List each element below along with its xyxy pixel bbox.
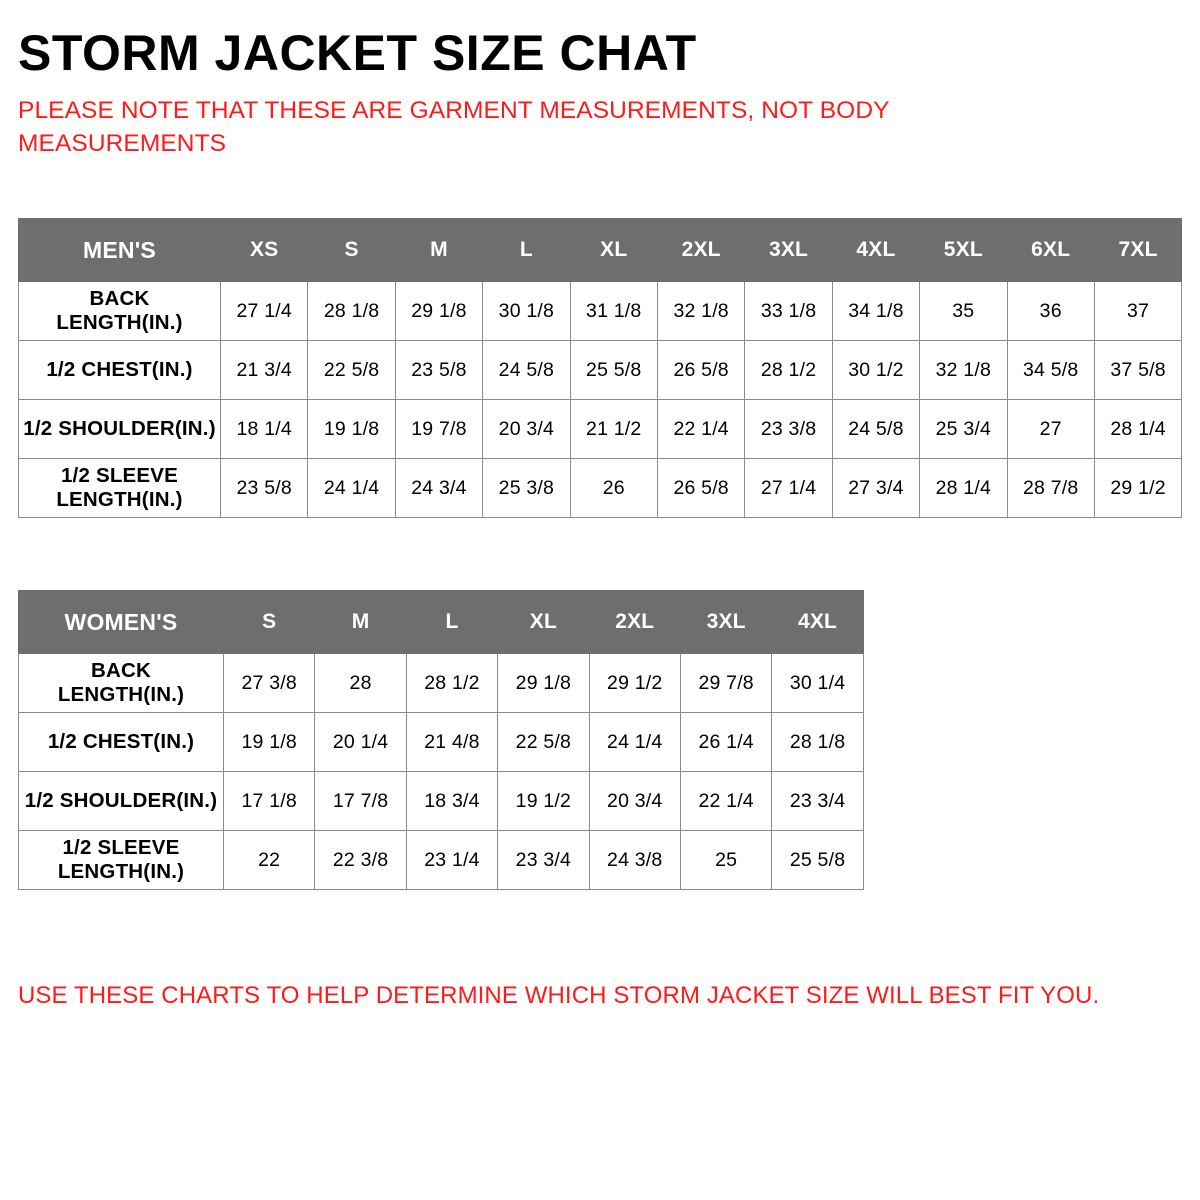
measurement-cell: 24 1/4 <box>589 713 680 772</box>
measurement-cell: 35 <box>920 282 1007 341</box>
measurement-label <box>19 772 224 831</box>
mens-size-table <box>18 218 1182 518</box>
table-row <box>19 459 1182 518</box>
table-row <box>19 400 1182 459</box>
measurement-label-line1: BACK <box>90 658 152 682</box>
measurement-cell: 27 3/8 <box>224 654 315 713</box>
measurement-cell: 28 <box>315 654 406 713</box>
mens-corner-header: MEN'S <box>19 219 221 282</box>
measurement-cell: 27 3/4 <box>832 459 919 518</box>
measurement-cell: 32 1/8 <box>920 341 1007 400</box>
measurement-cell: 26 <box>570 459 657 518</box>
mens-table-header-row <box>19 219 1182 282</box>
size-header-2xl: 2XL <box>657 219 744 282</box>
table-row <box>19 282 1182 341</box>
measurement-cell: 19 7/8 <box>395 400 482 459</box>
measurement-cell: 21 3/4 <box>221 341 308 400</box>
size-header-6xl: 6XL <box>1007 219 1094 282</box>
measurement-cell: 23 3/4 <box>498 831 589 890</box>
mens-size-table-wrapper <box>18 218 1182 518</box>
table-row <box>19 654 864 713</box>
measurement-cell: 20 1/4 <box>315 713 406 772</box>
measurement-cell: 24 3/4 <box>395 459 482 518</box>
size-header-3xl: 3XL <box>680 591 771 654</box>
measurement-cell: 22 1/4 <box>657 400 744 459</box>
measurement-cell: 22 <box>224 831 315 890</box>
measurement-cell: 28 1/2 <box>406 654 497 713</box>
measurement-cell: 25 5/8 <box>772 831 863 890</box>
measurement-cell: 25 3/8 <box>483 459 570 518</box>
measurement-label <box>19 713 224 772</box>
measurement-cell: 29 1/8 <box>498 654 589 713</box>
measurement-label-line2: LENGTH(IN.) <box>57 683 185 707</box>
size-header-m: M <box>315 591 406 654</box>
size-header-xl: XL <box>570 219 657 282</box>
size-header-xs: XS <box>221 219 308 282</box>
size-header-l: L <box>483 219 570 282</box>
measurement-cell: 30 1/4 <box>772 654 863 713</box>
measurement-label <box>19 459 221 518</box>
measurement-cell: 37 <box>1094 282 1181 341</box>
measurement-cell: 36 <box>1007 282 1094 341</box>
womens-size-table-wrapper <box>18 590 1182 890</box>
size-header-5xl: 5XL <box>920 219 1007 282</box>
measurement-cell: 25 5/8 <box>570 341 657 400</box>
measurement-label-line1: 1/2 SHOULDER(IN.) <box>24 789 218 813</box>
measurement-cell: 25 <box>680 831 771 890</box>
measurement-cell: 22 5/8 <box>308 341 395 400</box>
measurement-cell: 22 5/8 <box>498 713 589 772</box>
measurement-cell: 23 3/8 <box>745 400 832 459</box>
measurement-label <box>19 341 221 400</box>
top-disclaimer-note: PLEASE NOTE THAT THESE ARE GARMENT MEASUREMENTS, NOT BODY MEASUREMENTS <box>18 97 890 158</box>
womens-table-body <box>19 654 864 890</box>
size-header-l: L <box>406 591 497 654</box>
measurement-cell: 24 5/8 <box>483 341 570 400</box>
measurement-cell: 20 3/4 <box>483 400 570 459</box>
measurement-cell: 23 5/8 <box>395 341 482 400</box>
womens-size-table <box>18 590 864 890</box>
measurement-cell: 27 1/4 <box>221 282 308 341</box>
womens-table-header-row <box>19 591 864 654</box>
measurement-cell: 19 1/8 <box>224 713 315 772</box>
measurement-cell: 33 1/8 <box>745 282 832 341</box>
measurement-cell: 28 1/2 <box>745 341 832 400</box>
measurement-cell: 29 7/8 <box>680 654 771 713</box>
measurement-label <box>19 831 224 890</box>
measurement-cell: 23 5/8 <box>221 459 308 518</box>
table-row <box>19 831 864 890</box>
measurement-cell: 21 4/8 <box>406 713 497 772</box>
measurement-cell: 22 1/4 <box>680 772 771 831</box>
measurement-label-line1: 1/2 SHOULDER(IN.) <box>23 417 216 441</box>
measurement-label <box>19 654 224 713</box>
measurement-cell: 22 3/8 <box>315 831 406 890</box>
size-header-xl: XL <box>498 591 589 654</box>
measurement-cell: 27 1/4 <box>745 459 832 518</box>
measurement-label-line2: LENGTH(IN.) <box>57 860 185 884</box>
measurement-cell: 17 7/8 <box>315 772 406 831</box>
measurement-cell: 34 1/8 <box>832 282 919 341</box>
measurement-label-line1: 1/2 SLEEVE <box>62 835 180 859</box>
measurement-cell: 28 1/8 <box>772 713 863 772</box>
bottom-help-note: USE THESE CHARTS TO HELP DETERMINE WHICH STORM JACKET SIZE WILL BEST FIT YOU. <box>18 982 1100 1010</box>
size-header-2xl: 2XL <box>589 591 680 654</box>
measurement-cell: 23 1/4 <box>406 831 497 890</box>
measurement-cell: 28 1/4 <box>1094 400 1181 459</box>
measurement-cell: 25 3/4 <box>920 400 1007 459</box>
measurement-cell: 17 1/8 <box>224 772 315 831</box>
measurement-cell: 28 7/8 <box>1007 459 1094 518</box>
measurement-cell: 19 1/8 <box>308 400 395 459</box>
measurement-label <box>19 282 221 341</box>
measurement-cell: 24 1/4 <box>308 459 395 518</box>
measurement-cell: 26 5/8 <box>657 341 744 400</box>
measurement-label-line1: 1/2 SLEEVE <box>60 463 179 487</box>
measurement-label-line2: LENGTH(IN.) <box>56 488 183 512</box>
measurement-cell: 30 1/8 <box>483 282 570 341</box>
measurement-cell: 26 5/8 <box>657 459 744 518</box>
measurement-cell: 28 1/4 <box>920 459 1007 518</box>
measurement-cell: 32 1/8 <box>657 282 744 341</box>
measurement-cell: 29 1/8 <box>395 282 482 341</box>
measurement-cell: 37 5/8 <box>1094 341 1181 400</box>
measurement-cell: 21 1/2 <box>570 400 657 459</box>
measurement-cell: 27 <box>1007 400 1094 459</box>
measurement-cell: 24 3/8 <box>589 831 680 890</box>
measurement-cell: 31 1/8 <box>570 282 657 341</box>
womens-corner-header: WOMEN'S <box>19 591 224 654</box>
measurement-cell: 18 3/4 <box>406 772 497 831</box>
size-header-s: S <box>308 219 395 282</box>
measurement-cell: 23 3/4 <box>772 772 863 831</box>
table-row <box>19 713 864 772</box>
page-title: STORM JACKET SIZE CHAT <box>18 25 697 81</box>
size-header-3xl: 3XL <box>745 219 832 282</box>
measurement-cell: 30 1/2 <box>832 341 919 400</box>
measurement-cell: 29 1/2 <box>589 654 680 713</box>
size-header-7xl: 7XL <box>1094 219 1181 282</box>
measurement-label-line1: 1/2 CHEST(IN.) <box>47 730 195 754</box>
measurement-cell: 24 5/8 <box>832 400 919 459</box>
measurement-label-line2: LENGTH(IN.) <box>56 311 183 335</box>
size-header-s: S <box>224 591 315 654</box>
measurement-cell: 28 1/8 <box>308 282 395 341</box>
table-row <box>19 772 864 831</box>
measurement-label-line1: BACK <box>89 286 150 310</box>
measurement-cell: 18 1/4 <box>221 400 308 459</box>
table-row <box>19 341 1182 400</box>
size-header-4xl: 4XL <box>832 219 919 282</box>
measurement-cell: 29 1/2 <box>1094 459 1181 518</box>
mens-table-body <box>19 282 1182 518</box>
measurement-cell: 26 1/4 <box>680 713 771 772</box>
measurement-label <box>19 400 221 459</box>
measurement-cell: 34 5/8 <box>1007 341 1094 400</box>
size-header-4xl: 4XL <box>772 591 863 654</box>
measurement-cell: 19 1/2 <box>498 772 589 831</box>
measurement-label-line1: 1/2 CHEST(IN.) <box>46 358 193 382</box>
measurement-cell: 20 3/4 <box>589 772 680 831</box>
size-header-m: M <box>395 219 482 282</box>
